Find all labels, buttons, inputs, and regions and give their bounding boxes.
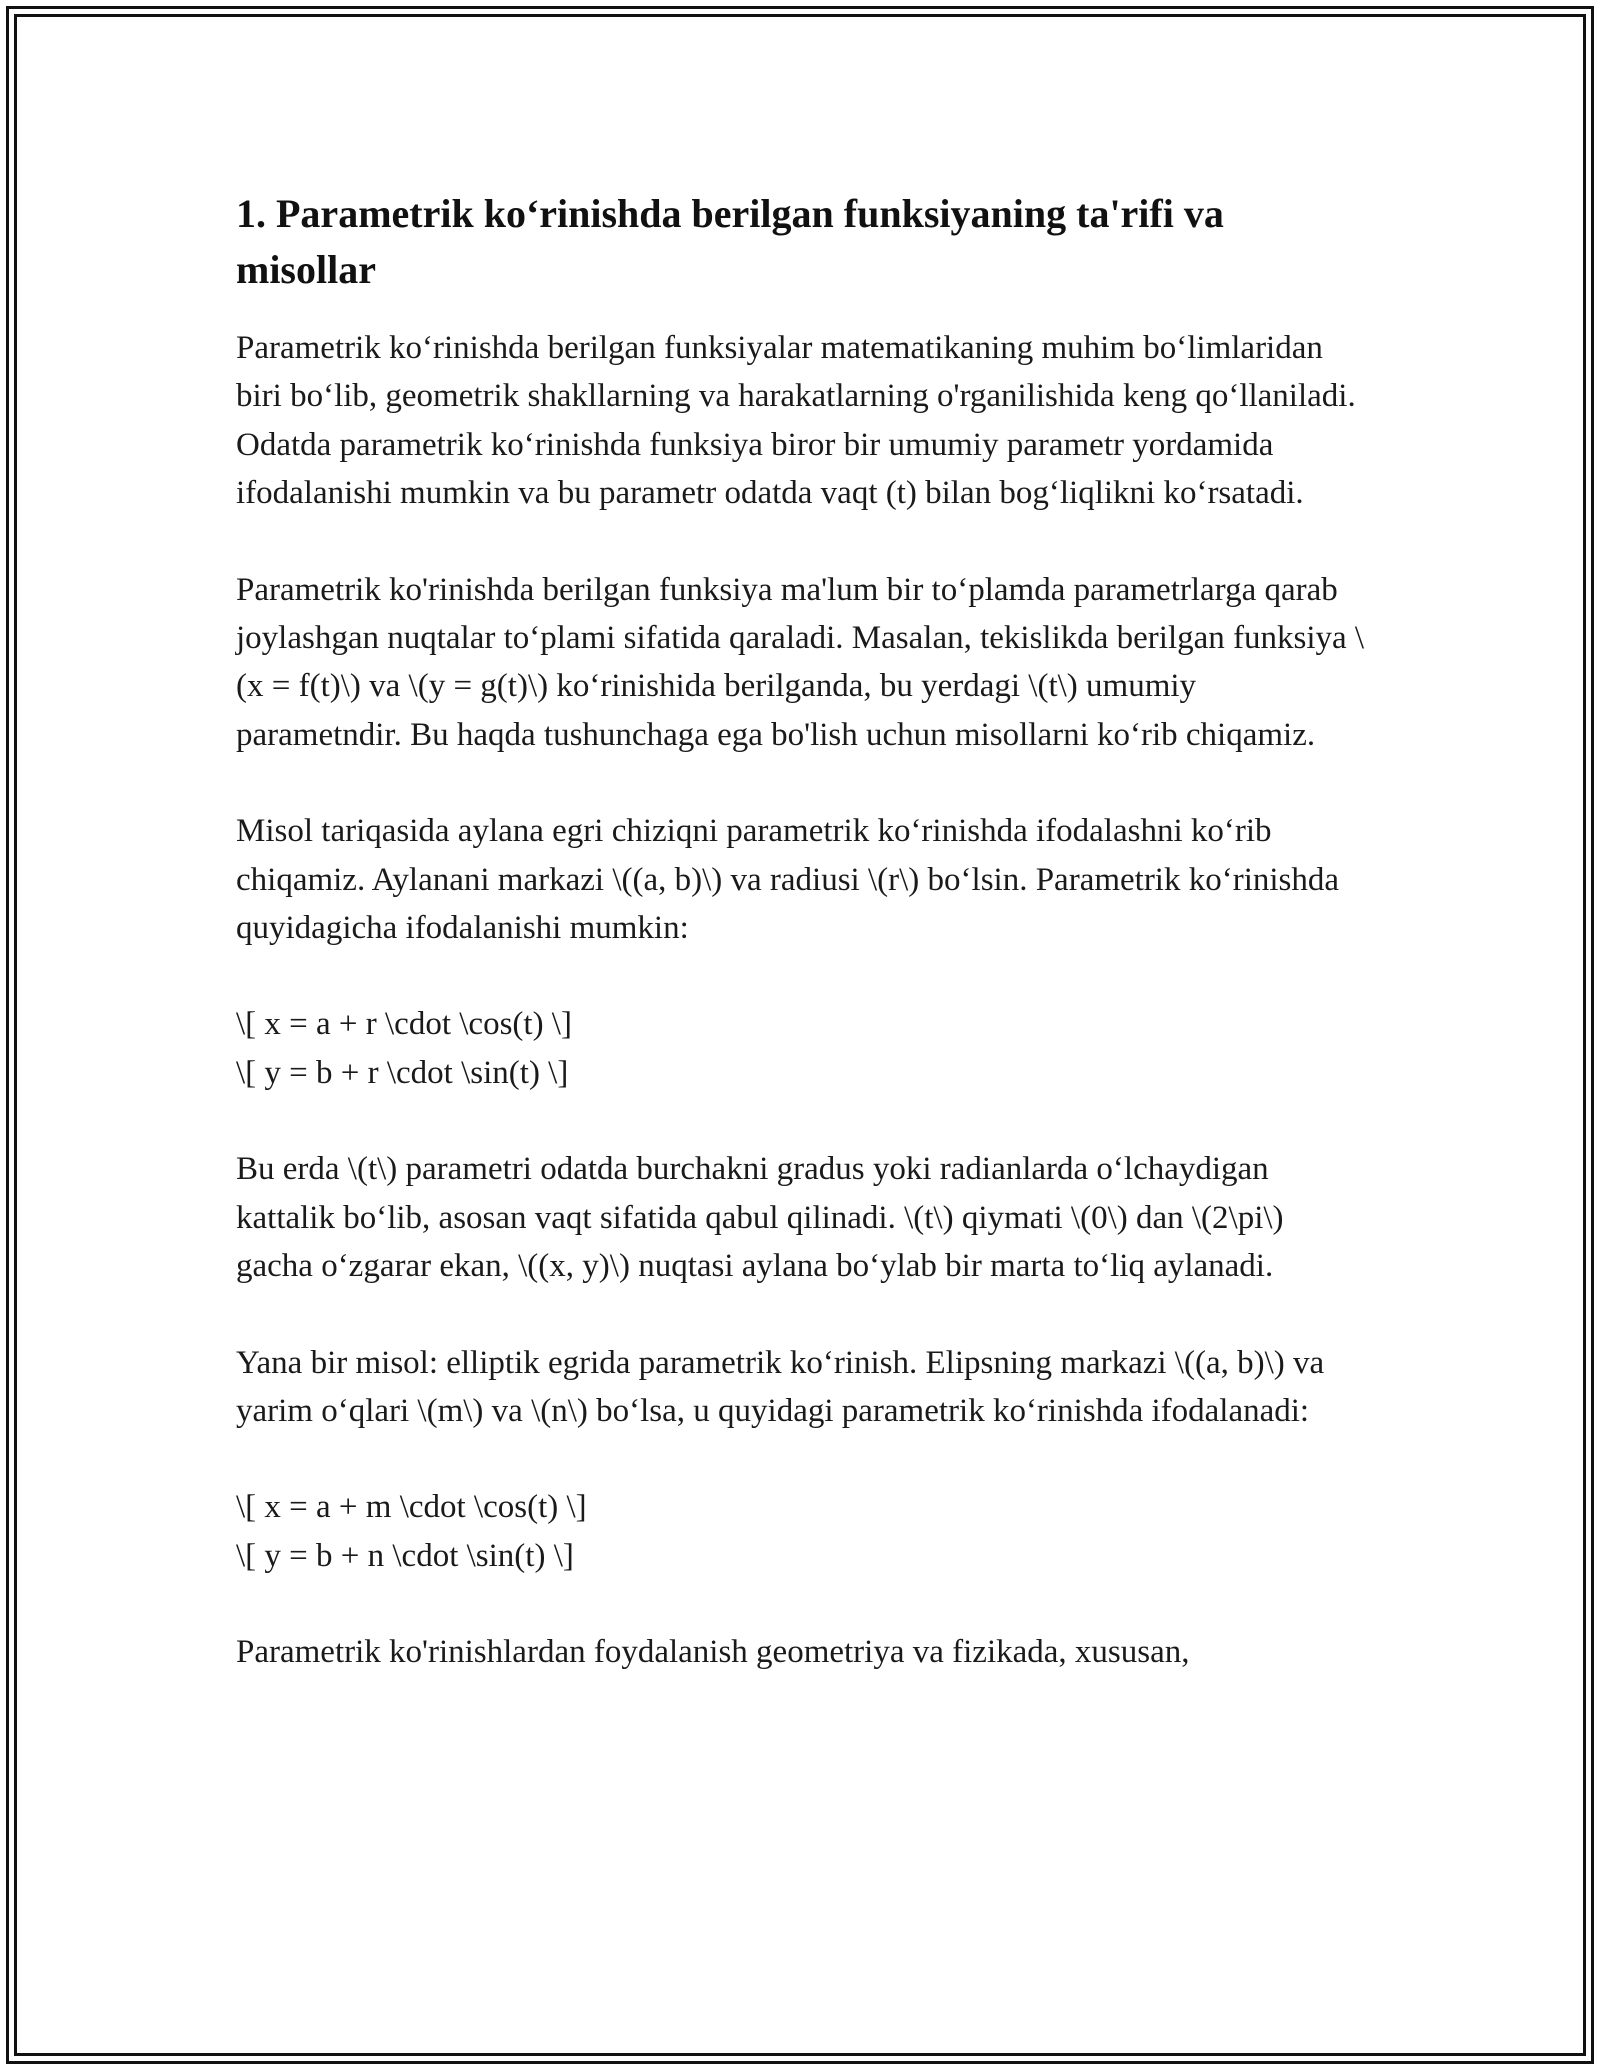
- paragraph-applications: Parametrik ko'rinishlardan foydalanish geometriya va fizikada, xususan,: [236, 1634, 1190, 1671]
- paragraph-intro: Parametrik ko‘rinishda berilgan funksiyalar matematikaning muhim bo‘limlaridan biri bo‘lib, geometrik shakllarning va harakatlarning o'rganilishida keng qo‘llaniladi. Odatda parametrik ko‘rinishda funksiya biror bir umumiy parametr yordamida ifodalanishi mumkin va bu parametr odatda vaqt (t) bilan bog‘liqlikni ko‘rsatadi.: [236, 330, 1356, 512]
- document-body: [236, 186, 1366, 1677]
- paragraph-ellipse-example: Yana bir misol: elliptik egrida parametrik ko‘rinish. Elipsning markazi \((a, b)\) va yarim o‘qlari \(m\) va \(n\) bo‘lsa, u quyidagi parametrik ko‘rinishda ifodalanadi:: [236, 1344, 1325, 1429]
- section-heading: 1. Parametrik ko‘rinishda berilgan funksiyaning ta'rifi va misollar: [236, 191, 1224, 292]
- paragraph-circle-example: Misol tariqasida aylana egri chiziqni parametrik ko‘rinishda ifodalashni ko‘rib chiqamiz. Aylanani markazi \((a, b)\) va radiusi \(r\) bo‘lsin. Parametrik ko‘rinishda quyidagicha ifodalanishi mumkin:: [236, 813, 1340, 947]
- paragraph-definition: Parametrik ko'rinishda berilgan funksiya ma'lum bir to‘plamda parametrlarga qarab joylashgan nuqtalar to‘plami sifatida qaraladi. Masalan, tekislikda berilgan funksiya \(x = f(t)\) va \(y = g(t)\) ko‘rinishida berilganda, bu yerdagi \(t\) umumiy parametndir. Bu haqda tushunchaga ega bo'lish uchun misollarni ko‘rib chiqamiz.: [236, 571, 1365, 753]
- formula-ellipse: \[ x = a + m \cdot \cos(t) \] \[ y = b + n \cdot \sin(t) \]: [236, 1489, 587, 1574]
- paragraph-parameter-explanation: Bu erda \(t\) parametri odatda burchakni gradus yoki radianlarda o‘lchaydigan kattalik bo‘lib, asosan vaqt sifatida qabul qilinadi. \(t\) qiymati \(0\) dan \(2\pi\) gacha o‘zgarar ekan, \((x, y)\) nuqtasi aylana bo‘ylab bir marta to‘liq aylanadi.: [236, 1151, 1284, 1285]
- formula-circle: \[ x = a + r \cdot \cos(t) \] \[ y = b + r \cdot \sin(t) \]: [236, 1006, 572, 1091]
